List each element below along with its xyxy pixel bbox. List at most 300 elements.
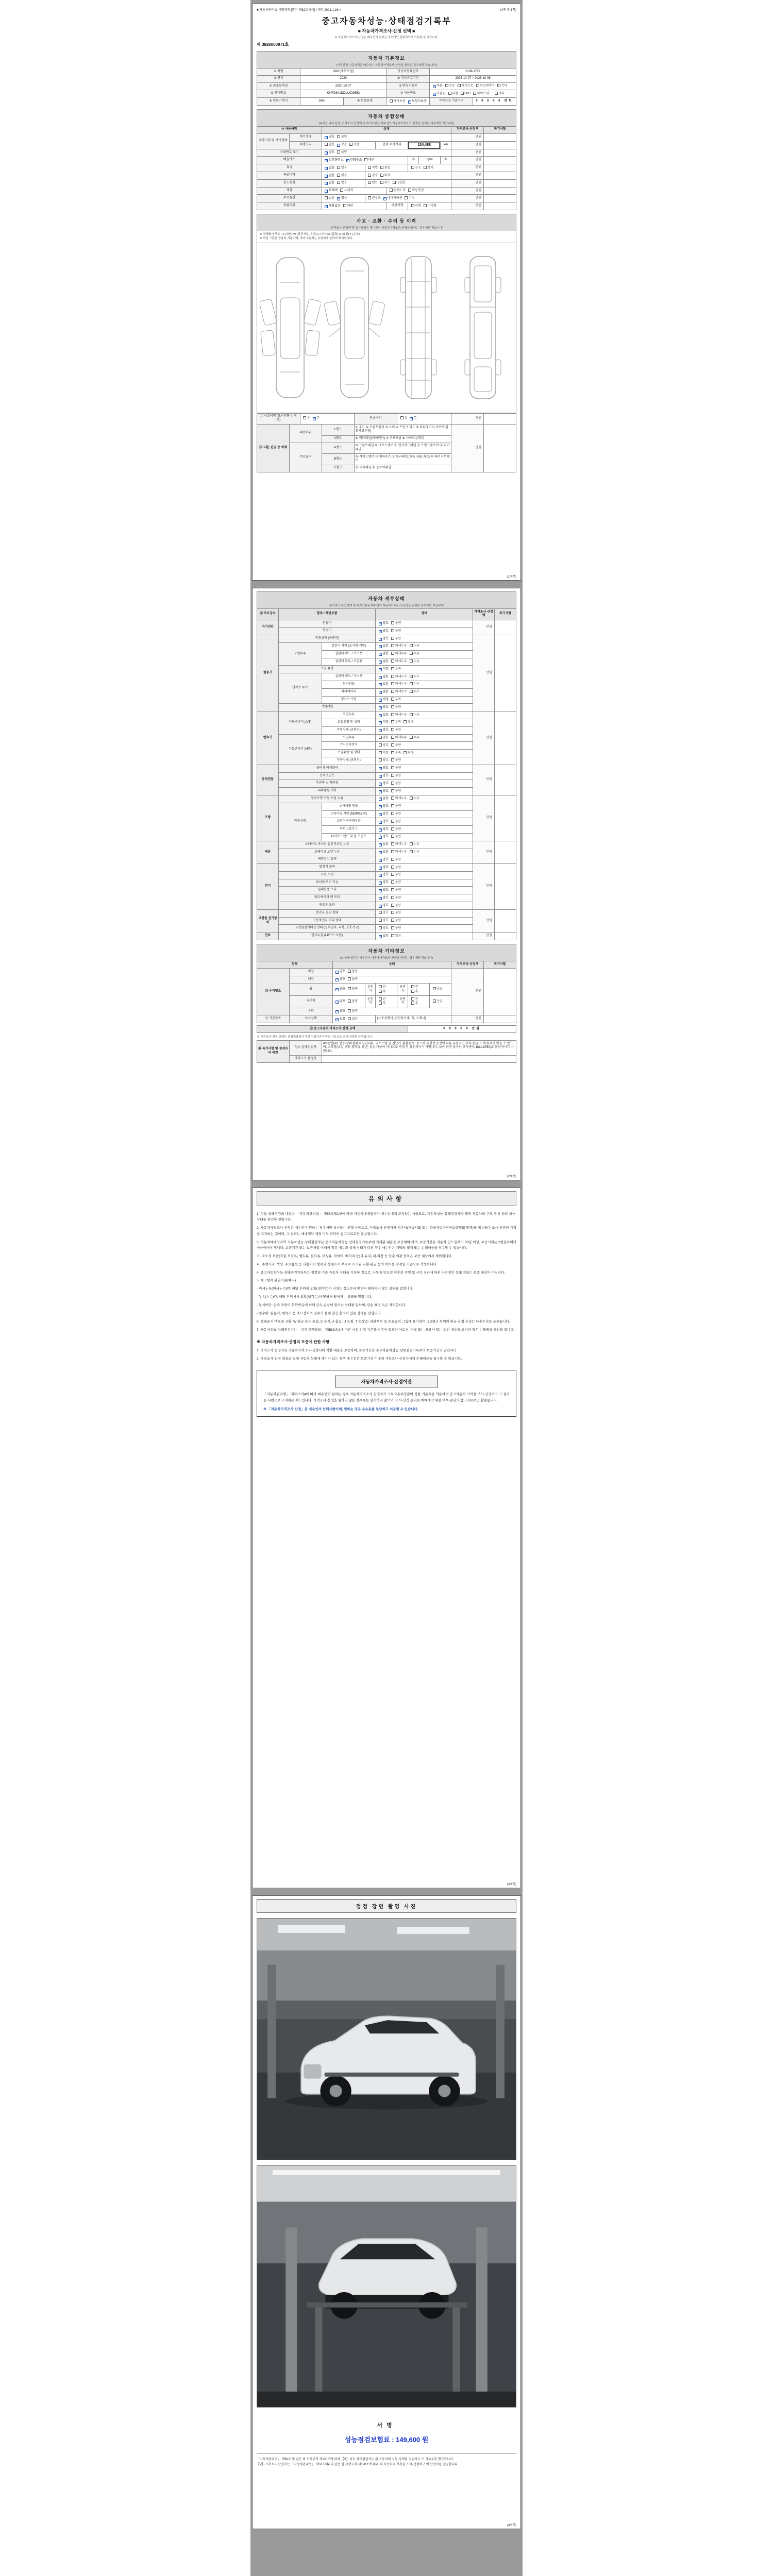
amount-cell: 만원 xyxy=(451,149,484,157)
checkbox-cell xyxy=(365,195,451,202)
checkbox-cell xyxy=(322,133,451,141)
checkbox-unchecked: 누유 xyxy=(410,652,419,656)
value-cell xyxy=(484,133,516,141)
checkbox-cell xyxy=(376,742,473,750)
checkbox-cell xyxy=(376,750,473,757)
checkbox-unchecked: 미세누유 xyxy=(391,644,407,649)
header-cell: 항목 / 해당부품 xyxy=(278,609,376,620)
checkbox-unchecked: 누수 xyxy=(410,682,419,687)
amount-cell: 만원 xyxy=(451,202,484,210)
label-cell: 성능·상태점검자 xyxy=(289,1041,322,1056)
checkbox-checked: ✓가솔린 xyxy=(433,92,446,96)
section-accident-title: 사고 · 교환 · 수리 등 이력 xyxy=(356,218,417,224)
value-cell: % xyxy=(408,157,419,164)
checkbox-unchecked: 썬루프 xyxy=(368,196,381,201)
checkbox-unchecked: 침수 xyxy=(368,174,378,178)
page-mark-3: (3/4쪽) xyxy=(507,1883,516,1886)
label-cell: 와이퍼 모터 기능 xyxy=(278,879,376,887)
amount-cell: 만원 xyxy=(451,187,484,195)
checkbox-unchecked: 구조 xyxy=(411,166,421,171)
checkbox-cell xyxy=(376,734,473,742)
section-overall-title: 자동차 종합상태 xyxy=(368,113,405,119)
label-cell: 변속기 xyxy=(257,711,279,765)
label-cell: 연료누출 (LP가스 포함) xyxy=(278,933,376,940)
checkbox-checked: ✓무채색 xyxy=(325,189,338,193)
header-cell: 상태 xyxy=(376,609,473,620)
checkbox-cell xyxy=(386,98,430,106)
checkbox-unchecked: 리스 xyxy=(380,181,390,185)
section-accident-note: (가격조사·산정액 및 특기사항은 매수인이 자동차가격조사·산정을 원하는 경우에만 적습니다) xyxy=(330,227,443,230)
checkbox-checked: ✓일산화탄소 xyxy=(325,158,344,162)
checkbox-cell xyxy=(397,413,451,425)
checkbox-unchecked: 미세누수 xyxy=(391,690,407,694)
value-cell: ⑫ 사이드멤버 ⑬ 휠하우스 ⑭ 필러패널 (⑭A, ⑭B, ⑭C) ⑲ 패키지트레이 xyxy=(354,454,451,465)
label-cell: 라디에이터 팬 모터 xyxy=(278,894,376,902)
value-cell: G80 (세부모델) xyxy=(300,69,386,76)
notice-line: 3. 자동차매매업자와 자동차성능·상태점검자는 중고자동차성능·상태점검기록부에 기재된 내용을 보증해야 하며, 보증기간은 자동차 인도일부터 30일 이상, 보증거리는 2천킬로미터 이상이어야 합니다. 보증기간 또는 보증거리 이내에 점검 내용과 실제 상태가 다른 경우 매수인은 계약의 해제 또는 손해배상을 청구할 수 있습니다. xyxy=(257,1240,516,1250)
checkbox-cell xyxy=(430,90,516,98)
checkbox-cell xyxy=(408,202,451,210)
label-cell: 조향 xyxy=(257,795,279,841)
header-cell: 특기사항 xyxy=(484,961,516,969)
label-cell: 용도변경 xyxy=(257,179,322,187)
checkbox-checked: ✓양호 xyxy=(325,151,335,155)
checkbox-checked: ✓양호 xyxy=(379,705,389,709)
car-frame-diagram-2 xyxy=(452,250,513,405)
report-page-4 xyxy=(252,1895,521,2529)
notice-line: 나. 주행거리, 색상, 주요옵션 등 사용이력 항목과 상태표시 부호로 표기된 교환·판금 등의 이력은 점검일 기준으로 작성됩니다. xyxy=(257,1262,438,1266)
checkbox-unchecked: 미세누유 xyxy=(391,736,407,740)
label-cell: 주요옵션 xyxy=(257,195,322,202)
checkbox-checked: ✓네비게이션 xyxy=(383,196,402,200)
value-cell: 134,488 xyxy=(408,141,441,149)
notice-line: 2. 자동차가격조사·산정은 매수인이 원하는 경우에만 실시하는 선택 사항으로, 가격조사·산정자가 기준서(기술사회 또는 한국자동차진단보증협회 발행)를 적용하여 조사·산정한 가격을 고지하는 것이며, 그 결과는 매매계약 체결 여부 판단의 참고자료로만 활용됩니다. xyxy=(257,1226,516,1236)
label-cell: 유리 xyxy=(289,1008,332,1015)
checkbox-checked: ✓양호 xyxy=(379,789,389,793)
amount-cell: 만원 xyxy=(473,841,495,863)
checkbox-cell xyxy=(376,841,473,849)
checkbox-cell xyxy=(332,976,451,984)
checkbox-unchecked: 불량 xyxy=(391,926,401,931)
checkbox-cell xyxy=(376,719,473,726)
checkbox-unchecked: 불량 xyxy=(348,999,358,1004)
checkbox-unchecked: 부족 xyxy=(391,698,401,702)
checkbox-cell xyxy=(376,879,473,887)
checkbox-cell xyxy=(322,164,365,172)
checkbox-checked: ✓적정 xyxy=(379,698,389,702)
checkbox-checked: ✓양호 xyxy=(379,782,389,786)
checkbox-unchecked: LPG xyxy=(461,92,471,96)
checkbox-unchecked: 누유 xyxy=(410,659,419,664)
checkbox-checked: ✓없음 xyxy=(325,181,335,185)
label-cell: 주행거리 및 계기상태 xyxy=(257,133,290,149)
checkbox-unchecked: 없음 xyxy=(325,196,334,201)
label-cell: B랭크 xyxy=(322,454,354,465)
amount-cell: 만원 xyxy=(451,968,484,1015)
value-cell xyxy=(484,413,516,425)
notice-line: 1. 가격조사·산정자는 자동차가격조사·산정서에 적힌 내용을 보증하며, 보증기간은 중고자동차성능·상태점검기록부의 보증기간과 같습니다. xyxy=(257,1349,458,1352)
value-cell: ⑥ 쿼터패널(리어펜더) ⑦ 루프패널 ⑧ 사이드실패널 xyxy=(354,435,451,443)
checkbox-unchecked: 불량 xyxy=(391,637,401,641)
checkbox-unchecked: 양호 xyxy=(379,926,389,931)
header-cell: 항목 xyxy=(257,961,333,969)
checkbox-checked: ✓탄화수소 xyxy=(346,158,362,162)
checkbox-cell xyxy=(386,187,451,195)
notice-line: - 부식이란: 금속 표면이 화학반응에 의해 금속 손실이 일어난 상태를 말하며, 단순 표면 녹은 제외합니다. xyxy=(257,1303,407,1307)
value-cell: 작동상태 (공회전) xyxy=(322,726,376,734)
checkbox-cell xyxy=(322,157,408,164)
checkbox-unchecked: 누수 xyxy=(410,675,419,680)
value-cell xyxy=(484,425,516,472)
header-cell: 가격조사·산정액 xyxy=(473,609,495,620)
checkbox-checked: ✓양호 xyxy=(379,622,389,626)
label-cell: 디퍼렌셜 기어 xyxy=(278,788,376,795)
amount-cell: 만원 xyxy=(451,179,484,187)
label-cell: ⑱ 특기사항 및 점검자의 의견 xyxy=(257,1041,290,1063)
value-cell: 스티어링 펌프 xyxy=(322,803,376,810)
notice-line: - 미세누유(미세누수)란: 해당 부위에 오일(냉각수)이 비치는 정도로서 맺혀서 떨어지지 않는 상태를 말합니다. xyxy=(257,1287,414,1291)
value-cell: 작동상태 (공회전) xyxy=(322,757,376,765)
checkbox-cell xyxy=(376,818,473,826)
amount-cell: 만원 xyxy=(451,195,484,202)
car-damage-diagrams xyxy=(257,243,516,413)
checkbox-cell xyxy=(408,984,430,996)
section-accident-header xyxy=(257,214,516,231)
label-cell: C랭크 xyxy=(322,465,354,472)
checkbox-cell xyxy=(332,1008,451,1015)
label-cell: 단순수리 xyxy=(354,413,397,425)
label-cell: ⑯ 기본품목 xyxy=(257,1015,290,1023)
value-cell: 기어변속장치 xyxy=(322,742,376,750)
checkbox-checked: ✓양호 xyxy=(336,970,346,974)
value-cell: 라디에이터 xyxy=(322,688,376,696)
value-cell xyxy=(484,187,516,195)
page-title: 중고자동차성능·상태점검기록부 xyxy=(322,17,451,26)
checkbox-unchecked: 기타 xyxy=(495,92,505,96)
value-cell: ⑨ 프론트패널 ⑩ 크로스멤버 ⑪ 인사이드패널 ⑰ 트렁크플로어 ⑱ 리어패널 xyxy=(354,443,451,454)
checkbox-checked: ✓없음 xyxy=(379,934,389,938)
inspection-photo-lift-view xyxy=(257,2165,516,2408)
checkbox-unchecked: 응급 xyxy=(433,999,443,1004)
label-cell: 주행거리 xyxy=(289,141,322,149)
label-cell: ⑤ 변속기종류 xyxy=(386,82,430,90)
label-cell: 가격조사·산정자 xyxy=(289,1056,322,1063)
label-cell: 브레이크 오일 누유 xyxy=(278,849,376,856)
label-cell: A랭크 xyxy=(322,443,354,454)
checkbox-unchecked: 후 xyxy=(379,990,385,994)
checkbox-unchecked: 해당 xyxy=(343,204,353,209)
checkbox-unchecked: 누유 xyxy=(410,796,419,801)
checkbox-unchecked: 불량 xyxy=(391,820,401,824)
section-detail-note: (※가격조사·산정액 및 특기사항은 매수인이 자동차가격조사·산정을 원하는 경우에만 적습니다) xyxy=(328,604,445,607)
value-cell: % xyxy=(441,157,451,164)
checkbox-checked: ✓보험사보증 xyxy=(408,99,427,104)
checkbox-unchecked: 없음 xyxy=(348,1017,358,1022)
car-exterior-diagram-front xyxy=(260,250,321,405)
section-overall-note: (※색상, 주요옵션, 가격조사·산정액 및 특기사항은 매수인이 자동차가격조사·산정을 원하는 경우에만 적습니다) xyxy=(318,122,455,125)
amount-cell: 만원 xyxy=(451,425,484,472)
value-cell: KMTG841DDLU029852 xyxy=(300,90,386,98)
checkbox-unchecked: 양호 xyxy=(379,758,389,763)
page-mark-2: (2/4쪽) xyxy=(507,1175,516,1178)
checkbox-cell xyxy=(376,635,473,643)
header-cell: 특기사항 xyxy=(494,609,516,620)
checkbox-cell xyxy=(376,925,473,933)
inspector-opinion-table xyxy=(257,1040,516,1063)
amount-cell: 만원 xyxy=(473,795,495,841)
checkbox-unchecked: 불량 xyxy=(391,812,401,817)
checkbox-unchecked: 부족 xyxy=(391,720,401,725)
value-cell xyxy=(484,195,516,202)
checkbox-cell xyxy=(376,917,473,925)
checkbox-unchecked: 누유 xyxy=(410,644,419,649)
checkbox-unchecked: 화재 xyxy=(380,174,390,178)
label-cell: 연료 xyxy=(257,933,279,940)
value-cell xyxy=(494,909,516,932)
value-cell: 2020 xyxy=(300,75,386,82)
form-reference-right: (4쪽 중 1쪽) xyxy=(500,9,516,12)
label-cell: 리콜대상 xyxy=(257,202,322,210)
checkbox-unchecked: 적정 xyxy=(379,751,389,756)
label-cell: 외판부위 xyxy=(289,425,322,443)
checkbox-unchecked: 불량 xyxy=(391,629,401,634)
report-page-3 xyxy=(252,1188,521,1888)
checkbox-unchecked: 불량 xyxy=(391,888,401,893)
checkbox-unchecked: 양호 xyxy=(379,743,389,748)
checkbox-checked: ✓양호 xyxy=(379,866,389,870)
value-cell: AS클럽(주) 성능·상태점검 차량입니다. 리프트업 및 진단기 점검 완료. 중고차 특성상 운행에 따른 부분적인 부식·판금·도색 흔적이 있을 수 있으며, 소모품(오일·벨트·필터류 등)은 점검 대상이 아니므로 구입 전 확인하시기 바랍니다. 보증 관련 접수는 고객센터(1811-8760)로 문의하시기 바랍니다. xyxy=(322,1041,516,1056)
label-cell: 윈도우 모터 xyxy=(278,902,376,910)
checkbox-unchecked: 색상변경 xyxy=(408,189,424,193)
checkbox-unchecked: 적음 xyxy=(349,143,359,147)
signature-label: 서명 xyxy=(377,2422,396,2429)
checkbox-unchecked: 유채색 xyxy=(340,189,353,193)
checkbox-cell xyxy=(376,726,473,734)
value-cell: 2025-10-07 ~ 2026-10-06 xyxy=(430,75,516,82)
checkbox-unchecked: 불량 xyxy=(337,135,347,140)
fee-label: 성능점검보험료 : xyxy=(344,2436,394,2444)
value-cell: 동반석 xyxy=(397,996,408,1008)
label-cell: 시동 모터 xyxy=(278,871,376,879)
checkbox-checked: ✓무 xyxy=(313,417,320,421)
value-cell: 리콜이행 xyxy=(386,202,408,210)
checkbox-cell xyxy=(322,149,451,157)
section-detail-title: 자동차 세부상태 xyxy=(368,596,405,601)
label-cell: 추진축 및 베어링 xyxy=(278,780,376,788)
checkbox-cell xyxy=(300,413,354,425)
checkbox-unchecked: 미세누유 xyxy=(391,796,407,801)
checkbox-cell xyxy=(376,765,473,772)
checkbox-cell xyxy=(376,780,473,788)
section-basic-title: 자동차 기본정보 xyxy=(368,56,405,61)
notice-line: - 누유(누수)란: 해당 부위에서 오일(냉각수)이 맺혀서 떨어지는 상태를 말합니다. xyxy=(257,1295,372,1299)
checkbox-cell xyxy=(376,856,473,864)
value-cell: 실린더 헤드 / 가스켓 xyxy=(322,673,376,681)
value-cell: 운전석 xyxy=(365,984,376,996)
label-cell: 보유상태 xyxy=(289,1015,332,1023)
value-cell: 파워고압호스 xyxy=(322,826,376,834)
label-cell: 원동기 xyxy=(278,620,376,628)
checkbox-unchecked: 전 xyxy=(379,985,385,990)
value-cell: 오일누유 xyxy=(322,711,376,719)
checkbox-checked: ✓양호 xyxy=(379,896,389,900)
amount-cell: 만원 xyxy=(473,620,495,635)
value-cell: D6A xyxy=(300,98,343,106)
amount-cell: 만원 xyxy=(451,172,484,180)
checkbox-cell xyxy=(376,894,473,902)
warranty-section-title: ※ 자동차가격조사·산정의 보증에 관한 사항 xyxy=(257,1340,330,1344)
notice-line: 1. 성능·상태점검의 내용은 「자동차관리법」 제58조제1항에 따라 자동차매매업자가 매수인에게 고지하는 사항으로, 자동차성능·상태점검자가 해당 자동차의 구조·장치 등의 성능·상태를 점검한 것입니다. xyxy=(257,1212,516,1222)
amount-cell: 만원 xyxy=(473,864,495,910)
value-cell: 0 0 0 0 0 만원 xyxy=(408,1026,516,1033)
checkbox-checked: ✓양호 xyxy=(379,827,389,832)
checkbox-cell xyxy=(376,757,473,765)
checkbox-checked: ✓양호 xyxy=(379,728,389,733)
checkbox-unchecked: 누수 xyxy=(410,690,419,694)
checkbox-unchecked: 불량 xyxy=(348,970,358,974)
amount-cell: 만원 xyxy=(473,635,495,711)
amount-cell: 만원 xyxy=(451,141,484,149)
checkbox-cell xyxy=(376,704,473,711)
label-cell: 발전기 출력 xyxy=(278,864,376,872)
checkbox-unchecked: 전체도색 xyxy=(390,189,406,193)
label-cell: 냉각수 누수 xyxy=(278,673,322,704)
label-cell: 휠 xyxy=(289,984,332,996)
checkbox-cell xyxy=(376,696,473,704)
value-cell: 현재 주행거리 xyxy=(376,141,408,149)
checkbox-checked: ✓없음 xyxy=(379,797,389,801)
checkbox-unchecked: 유 xyxy=(303,416,310,421)
checkbox-checked: ✓없음 xyxy=(379,675,389,679)
car-exterior-diagram-rear xyxy=(324,250,385,405)
notice-line: 5. 체크항목 판단기준(예시) xyxy=(257,1279,296,1283)
checkbox-unchecked: 미세누유 xyxy=(391,659,407,664)
checkbox-unchecked: 불량 xyxy=(391,782,401,786)
checkbox-unchecked: 누유 xyxy=(410,713,419,718)
checkbox-cell xyxy=(365,179,451,187)
section-overall-header xyxy=(257,109,516,126)
checkbox-cell xyxy=(365,164,408,172)
notice-line: - 침수란: 원동기, 변속기 등 주요장치의 일부가 물에 잠긴 흔적이 있는 상태를 말합니다. xyxy=(257,1311,382,1315)
checkbox-unchecked: 불량 xyxy=(391,705,401,710)
checkbox-unchecked: 적법 xyxy=(368,166,378,171)
checkbox-unchecked: 누유 xyxy=(410,736,419,740)
checkbox-unchecked: 응급 xyxy=(433,987,443,992)
value-cell: 운전석 xyxy=(365,996,376,1008)
value-cell xyxy=(494,765,516,795)
legal-line-2: 【V】가격조사·산정자는 「자동차관리법」 제58조의4 및 같은 법 시행규칙 제120조에 따라 위 자동차의 가격을 조사·산정하고 이 산정서를 발급합니다. xyxy=(257,2463,459,2467)
checkbox-checked: ✓양호 xyxy=(379,774,389,778)
section-basic-note: (가격산정 기준가격은 매수인이 자동차가격조사·산정을 원하는 경우에만 적습니다) xyxy=(336,64,437,67)
state-code-line-1: ※ 상태표시 부호 : X (교환) W (판금 또는 용접) C (부식) A (흠집) U (요철) T (손상) xyxy=(260,233,360,236)
checkbox-unchecked: 누유 xyxy=(410,842,419,847)
checkbox-cell xyxy=(322,202,386,210)
checkbox-checked: ✓없음 xyxy=(379,683,389,687)
checkbox-cell xyxy=(376,788,473,795)
checkbox-unchecked: 기타 xyxy=(497,84,507,89)
checkbox-unchecked: 렌트 xyxy=(368,181,378,185)
amount-cell: 만원 xyxy=(473,909,495,932)
checkbox-unchecked: 미세누유 xyxy=(391,652,407,656)
checkbox-unchecked: 전 xyxy=(411,985,418,990)
definition-title: 자동차가격조사·산정이란 xyxy=(335,1376,438,1387)
label-cell: 주요골격 xyxy=(289,443,322,472)
checkbox-unchecked: 불량 xyxy=(348,1009,358,1014)
label-cell: 충전구 절연 상태 xyxy=(278,909,376,917)
checkbox-cell xyxy=(430,82,516,90)
checkbox-unchecked: 하이브리드 xyxy=(473,92,492,96)
value-cell: 스티어링자재이음 xyxy=(322,818,376,826)
checkbox-unchecked: 기타 xyxy=(405,196,414,201)
value-cell: 타이로드엔드 및 볼 조인트 xyxy=(322,833,376,841)
checkbox-unchecked: 불량 xyxy=(391,896,401,901)
header-cell: ⑰ 중고자동차 가격조사·산정 금액 xyxy=(257,1026,408,1033)
checkbox-unchecked: 불량 xyxy=(391,827,401,832)
value-cell: km xyxy=(441,141,451,149)
section-detail-header xyxy=(257,591,516,608)
checkbox-cell xyxy=(376,628,473,635)
header-cell: ⑩ 사용이력 xyxy=(257,126,322,133)
value-cell: 오일누유 xyxy=(322,734,376,742)
checkbox-cell xyxy=(408,996,430,1008)
checkbox-checked: ✓양호 xyxy=(336,988,346,992)
warranty-items xyxy=(257,1348,516,1362)
value-cell: 2199-1787 xyxy=(430,69,516,76)
label-cell: 차대번호 표기 xyxy=(257,149,322,157)
label-cell: 동력전달 xyxy=(257,765,279,795)
checkbox-cell xyxy=(376,833,473,841)
checkbox-checked: ✓적정 xyxy=(379,667,389,671)
checkbox-unchecked: 불량 xyxy=(391,873,401,877)
state-code-line-2: ※ 하단 그림은 승용차 기준이며, 기타 자동차는 승용차에 준하여 표시합니다. xyxy=(260,237,353,241)
checkbox-checked: ✓없음 xyxy=(379,713,389,717)
value-cell xyxy=(494,864,516,910)
checkbox-unchecked: 불량 xyxy=(391,866,401,870)
checkbox-checked: ✓무 xyxy=(410,417,417,421)
amount-cell: 만원 xyxy=(451,157,484,164)
value-cell: (사용설명서, 안전삼각대, 잭, 스패너) xyxy=(376,1015,451,1023)
checkbox-unchecked: 미세누유 xyxy=(391,713,407,718)
label-cell: ⑨ 보증유형 xyxy=(343,98,386,106)
price-amount-table xyxy=(257,1025,516,1033)
label-cell: 실내송풍 모터 xyxy=(278,887,376,894)
value-cell: 워터펌프 xyxy=(322,681,376,688)
checkbox-checked: ✓있음 xyxy=(336,1017,346,1021)
checkbox-unchecked: 있음 xyxy=(337,181,347,185)
checkbox-unchecked: 불량 xyxy=(348,987,358,992)
form-reference-left: ■ 자동차관리법 시행규칙 [별지 제82호서식] <개정 2021.1.16.> xyxy=(257,9,341,12)
fee-value: 149,600 원 xyxy=(396,2436,429,2444)
label-cell: ⑦ 사용연료 xyxy=(386,90,430,98)
label-cell: 수동변속기 (M/T) xyxy=(278,734,322,765)
checkbox-unchecked: 부족 xyxy=(391,667,401,672)
checkbox-cell xyxy=(376,803,473,810)
value-cell: 실린더 커버 (로커암 커버) xyxy=(322,642,376,650)
label-cell: ① 차명 xyxy=(257,69,300,76)
checkbox-unchecked: 미이행 xyxy=(424,204,436,209)
amount-cell: 만원 xyxy=(473,711,495,765)
value-cell: 실린더 헤드 / 가스켓 xyxy=(322,650,376,658)
checkbox-checked: ✓양호 xyxy=(325,135,335,140)
label-cell: ⑬ 교환, 판금 등 이력 xyxy=(257,425,290,472)
checkbox-unchecked: 불량 xyxy=(337,150,347,155)
checkbox-unchecked: 과다 xyxy=(404,751,413,756)
value-cell xyxy=(494,635,516,711)
checkbox-checked: ✓없음 xyxy=(325,166,335,170)
checkbox-cell xyxy=(376,620,473,628)
checkbox-unchecked: 불량 xyxy=(391,858,401,862)
checkbox-unchecked: 자가보증 xyxy=(390,99,406,104)
